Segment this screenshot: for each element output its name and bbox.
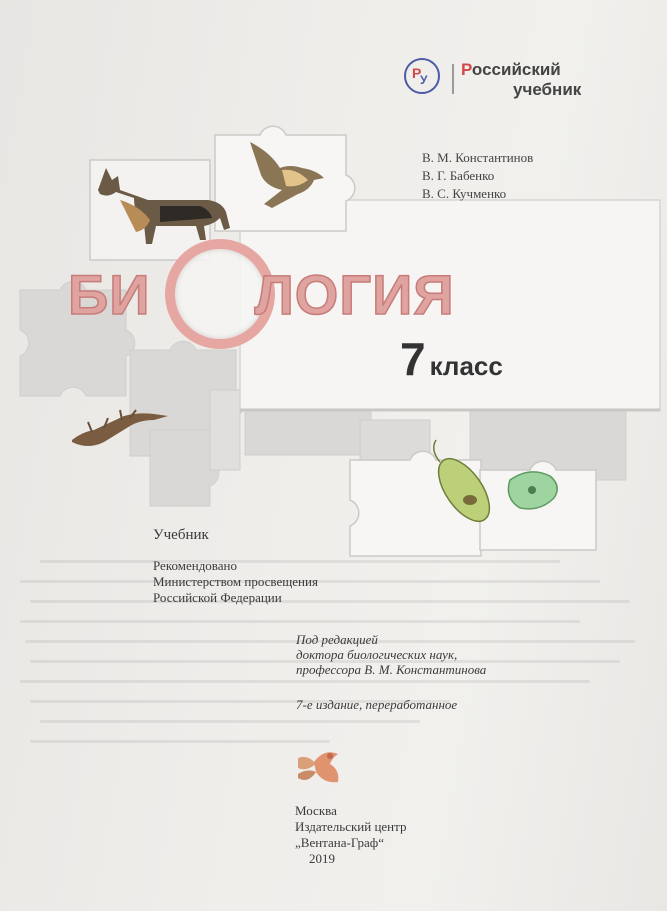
logo-text-line1	[461, 60, 561, 80]
recommendation-line-3: Российской Федерации	[153, 590, 282, 605]
editor-line-2: доктора биологических наук,	[296, 647, 458, 662]
authors-list	[422, 149, 533, 203]
logo-divider	[452, 64, 454, 94]
editor-line-1: Под редакцией	[296, 632, 378, 647]
publisher-name-line1: Издательский центр	[295, 819, 407, 834]
logo-text-line2: учебник	[513, 80, 582, 99]
recommendation-line-1: Рекомендовано	[153, 558, 237, 573]
author-3: В. С. Кучменко	[422, 186, 507, 201]
logo-text-rest: оссийский	[471, 60, 561, 79]
title-part1: БИ	[68, 263, 151, 326]
recommendation-text	[153, 558, 318, 606]
publisher-city: Москва	[295, 803, 337, 818]
recommendation-line-2: Министерством просвещения	[153, 574, 318, 589]
book-title	[68, 262, 455, 327]
edition-note: 7-е издание, переработанное	[296, 697, 458, 712]
svg-text:У: У	[420, 73, 428, 87]
book-type: Учебник	[153, 527, 209, 543]
editor-note	[296, 632, 486, 677]
russian-textbook-logo	[404, 58, 614, 102]
editor-line-3: профессора В. М. Константинова	[296, 662, 487, 677]
publisher-swan-logo-icon	[296, 744, 342, 790]
ru-letters-icon	[409, 63, 435, 89]
grade-word: класс	[429, 351, 503, 381]
logo-accent-letter: Р	[461, 60, 472, 79]
grade-number: 7	[400, 333, 426, 385]
publisher-name-line2: „Вентана-Граф“	[295, 835, 384, 850]
grade-label	[400, 332, 503, 386]
publisher-year: 2019	[309, 851, 335, 866]
title-part2: ЛОГИЯ	[254, 263, 455, 326]
author-2: В. Г. Бабенко	[422, 168, 495, 183]
author-1: В. М. Константинов	[422, 150, 534, 165]
svg-text:Р: Р	[412, 65, 422, 81]
publisher-info	[295, 803, 406, 867]
